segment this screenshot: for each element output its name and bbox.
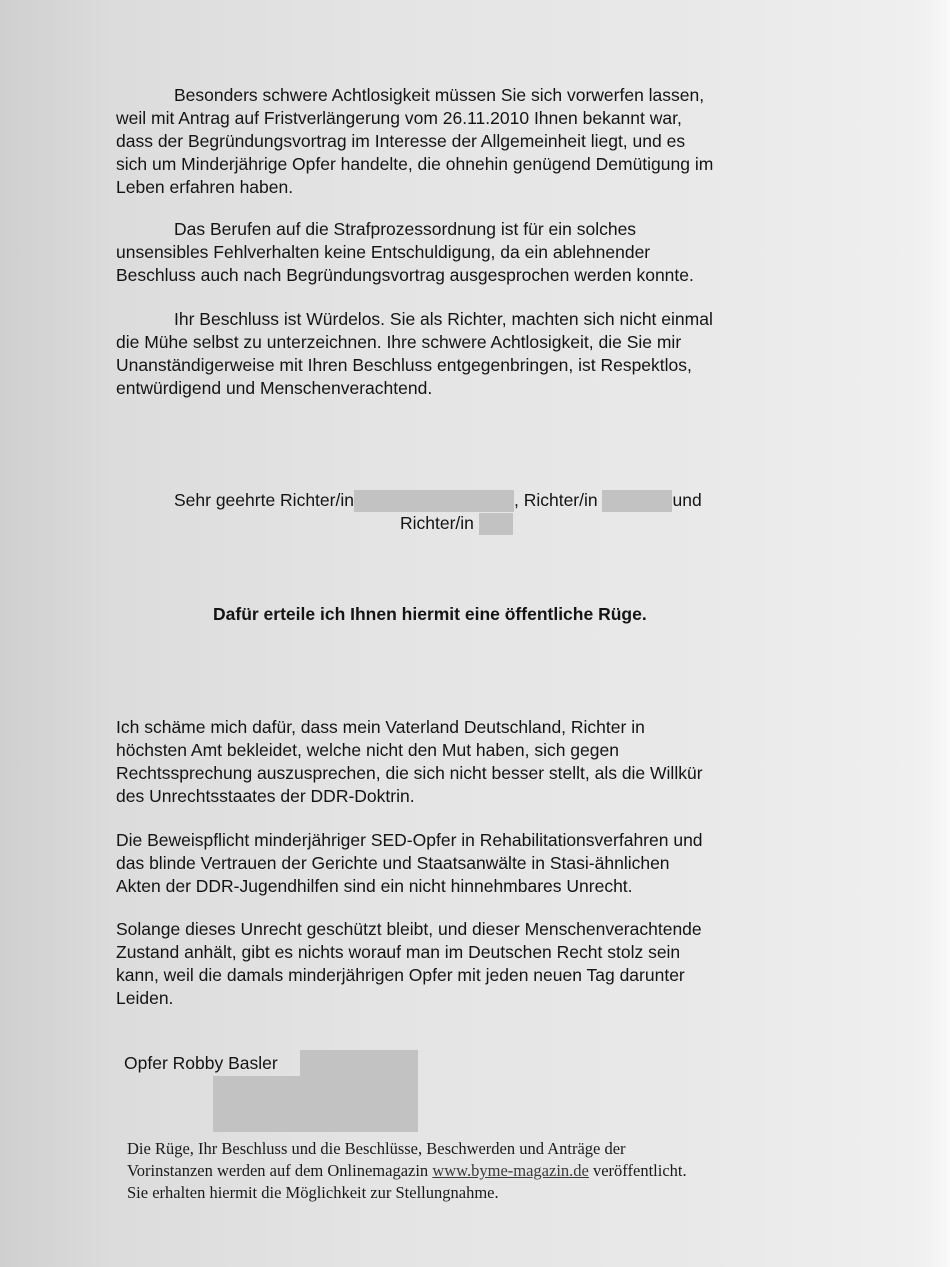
redacted-address [213,1076,418,1132]
text-line: die Mühe selbst zu unterzeichnen. Ihre schwere Achtlosigkeit, die Sie mir [116,332,682,352]
page-edge [934,0,950,1267]
text-line: Das Berufen auf die Strafprozessordnung ist für ein solches [174,219,637,239]
text-line: Ihr Beschluss ist Würdelos. Sie als Richter, machten sich nicht einmal [174,309,713,329]
text-line: Beschluss auch nach Begründungsvortrag ausgesprochen werden konnte. [116,265,694,285]
paragraph-achtlosigkeit [116,84,806,199]
text-line: Ich schäme mich dafür, dass mein Vaterland Deutschland, Richter in [116,717,645,737]
text-line: weil mit Antrag auf Fristverlängerung vom 26.11.2010 Ihnen bekannt war, [116,108,682,128]
redacted-name [354,490,514,512]
text-line: des Unrechtsstaates der DDR-Doktrin. [116,786,415,806]
salutation-text: , Richter/in [513,490,598,510]
signature [124,1052,278,1075]
text-line: Rechtssprechung auszusprechen, die sich nicht besser stellt, als die Willkür [116,763,703,783]
footer-line [127,1160,807,1182]
text-line: das blinde Vertrauen der Gerichte und Staatsanwälte in Stasi-ähnlichen [116,853,670,873]
text-line: Zustand anhält, gibt es nichts worauf man im Deutschen Recht stolz sein [116,942,681,962]
reprimand-statement: Dafür erteile ich Ihnen hiermit eine öffentliche Rüge. [213,604,647,624]
signature-name: Opfer Robby Basler [124,1053,278,1073]
text-line: höchsten Amt bekleidet, welche nicht den Mut haben, sich gegen [116,740,619,760]
redacted-name [602,490,672,512]
text-line: entwürdigend und Menschenverachtend. [116,378,433,398]
redacted-name [479,513,513,535]
text-line: kann, weil die damals minderjährigen Opfer mit jeden neuen Tag darunter [116,965,685,985]
footer-line: Sie erhalten hiermit die Möglichkeit zur Stellungnahme. [127,1183,499,1202]
paragraph-unrecht [116,918,806,1010]
text-line: Die Beweispflicht minderjähriger SED-Opfer in Rehabilitationsverfahren und [116,830,703,850]
salutation-text: Sehr geehrte Richter/in [174,490,354,510]
salutation-line-1 [174,489,702,512]
paragraph-vaterland [116,716,806,808]
text-line: dass der Begründungsvortrag im Interesse der Allgemeinheit liegt, und es [116,131,686,151]
text-line: Unanständigerweise mit Ihren Beschluss entgegenbringen, ist Respektlos, [116,355,692,375]
text-line: sich um Minderjährige Opfer handelte, die ohnehin genügend Demütigung im [116,154,714,174]
paragraph-beweispflicht [116,829,806,898]
salutation-text: Richter/in [400,513,474,533]
footer-text: Vorinstanzen werden auf dem Onlinemagazin [127,1161,429,1180]
salutation-line-2 [400,512,513,535]
salutation-text: und [672,490,702,510]
footer-line: Die Rüge, Ihr Beschluss und die Beschlüsse, Beschwerden und Anträge der [127,1139,626,1158]
text-line: Akten der DDR-Jugendhilfen sind ein nicht hinnehmbares Unrecht. [116,876,633,896]
text-line: Besonders schwere Achtlosigkeit müssen Sie sich vorwerfen lassen, [174,85,705,105]
text-line: Leben erfahren haben. [116,177,294,197]
text-line: Leiden. [116,988,174,1008]
footer-notice [127,1138,807,1204]
footer-text: veröffentlicht. [592,1161,687,1180]
paragraph-wuerdelos [116,308,806,400]
paragraph-strafprozessordnung [116,218,806,287]
text-line: unsensibles Fehlverhalten keine Entschuldigung, da ein ablehnender [116,242,651,262]
text-line: Solange dieses Unrecht geschützt bleibt, und dieser Menschenverachtende [116,919,702,939]
magazine-link[interactable]: www.byme-magazin.de [432,1161,589,1180]
